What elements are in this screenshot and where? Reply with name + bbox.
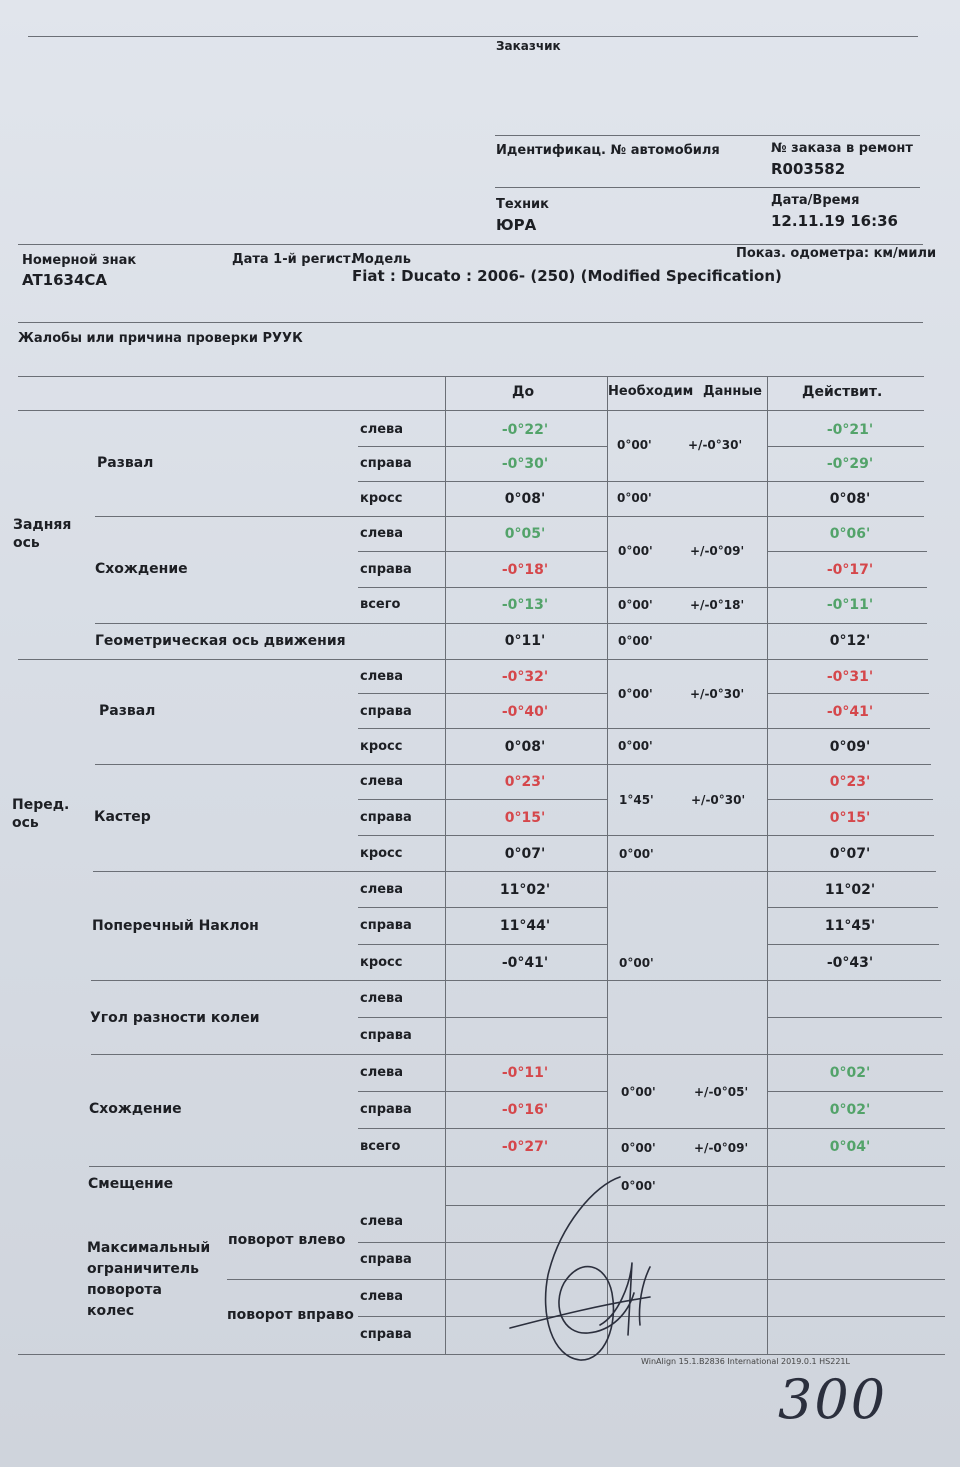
row-actual-value: 11°45' xyxy=(824,918,876,934)
row-side-label: справа xyxy=(360,562,412,577)
row-actual-value: 0°09' xyxy=(829,739,871,755)
row-side-label: слева xyxy=(360,774,404,789)
table-top-rule xyxy=(18,376,924,377)
order-label: № заказа в ремонт xyxy=(771,141,913,156)
rear-axle-label: Задняя ось xyxy=(13,517,72,551)
rear-toe-spec-tolerance: +/-0°09' xyxy=(690,544,745,558)
odometer-label: Показ. одометра: км/мили xyxy=(736,246,937,261)
row-before-value: -0°18' xyxy=(501,562,549,578)
row-side-label: справа xyxy=(360,1252,412,1267)
row-before-value: 0°07' xyxy=(504,846,546,862)
rear-toe-total-spec-nominal: 0°00' xyxy=(618,598,653,612)
front-toe-label: Схождение xyxy=(89,1101,182,1117)
row-actual-value: -0°11' xyxy=(826,597,874,613)
row-side-label: всего xyxy=(360,1139,401,1154)
rear-toe-label: Схождение xyxy=(95,561,188,577)
row-actual-value: -0°29' xyxy=(826,456,874,472)
front-camber-label: Развал xyxy=(99,703,156,719)
col-header-required: Необходим xyxy=(608,384,694,399)
row-actual-value: 0°12' xyxy=(829,633,871,649)
rule-top xyxy=(28,36,918,37)
col-header-actual: Действит. xyxy=(802,384,883,400)
tech-label: Техник xyxy=(496,197,549,212)
row-side-label: справа xyxy=(360,1327,412,1342)
row-actual-value: 0°02' xyxy=(829,1102,871,1118)
row-before-value: 11°02' xyxy=(499,882,551,898)
row-side-label: справа xyxy=(360,810,412,825)
setback-label: Смещение xyxy=(88,1176,174,1192)
signature-scribble xyxy=(500,1165,670,1370)
row-side-label: кросс xyxy=(360,846,403,861)
row-side-label: справа xyxy=(360,704,412,719)
row-before-value: -0°40' xyxy=(501,704,549,720)
rear-toe-spec-nominal: 0°00' xyxy=(618,544,653,558)
col-divider-before xyxy=(445,376,446,1354)
caster-spec-tolerance: +/-0°30' xyxy=(691,793,746,807)
front-toe-spec-nominal: 0°00' xyxy=(621,1085,656,1099)
row-side-label: справа xyxy=(360,918,412,933)
col-header-before: До xyxy=(512,384,535,400)
model-label: Модель xyxy=(352,252,411,267)
rule-plate xyxy=(18,244,923,245)
front-camber-spec-nominal: 0°00' xyxy=(618,687,653,701)
plate-value: AT1634CA xyxy=(22,271,108,289)
turn-right-label: поворот вправо xyxy=(227,1307,354,1323)
row-side-label: справа xyxy=(360,456,412,471)
row-actual-value: -0°17' xyxy=(826,562,874,578)
caster-cross-spec: 0°00' xyxy=(619,847,654,861)
front-camber-cross-spec: 0°00' xyxy=(618,739,653,753)
caster-spec-nominal: 1°45' xyxy=(619,793,654,807)
max-turn-label: Максимальный ограничитель поворота колес xyxy=(87,1240,211,1319)
row-before-value: 0°11' xyxy=(504,633,546,649)
row-actual-value: 0°07' xyxy=(829,846,871,862)
toe-out-on-turns-label: Угол разности колеи xyxy=(90,1010,260,1026)
handwritten-total: 300 xyxy=(778,1368,888,1431)
model-value: Fiat : Ducato : 2006- (250) (Modified Specification) xyxy=(352,267,782,285)
software-version: WinAlign 15.1.B2836 International 2019.0.1 HS221L xyxy=(641,1357,850,1366)
row-side-label: слева xyxy=(360,882,404,897)
row-actual-value: -0°21' xyxy=(826,422,874,438)
rule-tech xyxy=(495,187,920,188)
row-before-value: 0°08' xyxy=(504,739,546,755)
row-side-label: кросс xyxy=(360,491,403,506)
rear-toe-total-spec-tolerance: +/-0°18' xyxy=(690,598,745,612)
rule-complaints xyxy=(18,322,923,323)
row-actual-value: -0°31' xyxy=(826,669,874,685)
rear-camber-spec-tolerance: +/-0°30' xyxy=(688,438,743,452)
row-actual-value: 0°23' xyxy=(829,774,871,790)
row-before-value: -0°13' xyxy=(501,597,549,613)
thrust-angle-label: Геометрическая ось движения xyxy=(95,633,346,649)
row-before-value: 0°05' xyxy=(504,526,546,542)
complaints-label: Жалобы или причина проверки РУУК xyxy=(18,331,303,346)
row-before-value: -0°30' xyxy=(501,456,549,472)
row-actual-value: 0°15' xyxy=(829,810,871,826)
reg-date-label: Дата 1-й регист. xyxy=(232,252,356,267)
row-side-label: кросс xyxy=(360,955,403,970)
row-before-value: -0°16' xyxy=(501,1102,549,1118)
row-side-label: справа xyxy=(360,1028,412,1043)
table-header-rule xyxy=(18,410,924,411)
row-actual-value: -0°41' xyxy=(826,704,874,720)
front-toe-total-spec-nominal: 0°00' xyxy=(621,1141,656,1155)
turn-left-label: поворот влево xyxy=(228,1232,346,1248)
row-before-value: -0°22' xyxy=(501,422,549,438)
row-side-label: слева xyxy=(360,1214,404,1229)
row-before-value: 0°15' xyxy=(504,810,546,826)
front-toe-total-spec-tolerance: +/-0°09' xyxy=(694,1141,749,1155)
front-axle-label: Перед. ось xyxy=(12,797,70,831)
row-before-value: -0°32' xyxy=(501,669,549,685)
row-side-label: слева xyxy=(360,669,404,684)
customer-label: Заказчик xyxy=(496,39,561,53)
row-side-label: слева xyxy=(360,1065,404,1080)
row-actual-value: 0°04' xyxy=(829,1139,871,1155)
setback-spec: 0°00' xyxy=(621,1179,656,1193)
vehicle-id-label: Идентификац. № автомобиля xyxy=(496,143,720,158)
rear-camber-label: Развал xyxy=(97,455,154,471)
row-side-label: слева xyxy=(360,1289,404,1304)
front-camber-spec-tolerance: +/-0°30' xyxy=(690,687,745,701)
col-header-data: Данные xyxy=(703,384,762,399)
row-actual-value: 11°02' xyxy=(824,882,876,898)
row-actual-value: 0°02' xyxy=(829,1065,871,1081)
row-actual-value: 0°06' xyxy=(829,526,871,542)
row-actual-value: 0°08' xyxy=(829,491,871,507)
row-actual-value: -0°43' xyxy=(826,955,874,971)
datetime-label: Дата/Время xyxy=(771,193,860,208)
row-before-value: -0°41' xyxy=(501,955,549,971)
row-side-label: слева xyxy=(360,526,404,541)
sai-label: Поперечный Наклон xyxy=(92,918,259,934)
row-before-value: 0°23' xyxy=(504,774,546,790)
row-side-label: слева xyxy=(360,422,404,437)
plate-label: Номерной знак xyxy=(22,253,137,268)
front-toe-spec-tolerance: +/-0°05' xyxy=(694,1085,749,1099)
rule-vehicle xyxy=(495,135,920,136)
row-before-value: 11°44' xyxy=(499,918,551,934)
thrust-angle-spec: 0°00' xyxy=(618,634,653,648)
row-side-label: кросс xyxy=(360,739,403,754)
row-before-value: 0°08' xyxy=(504,491,546,507)
col-divider-actual xyxy=(767,376,768,1354)
row-before-value: -0°27' xyxy=(501,1139,549,1155)
row-before-value: -0°11' xyxy=(501,1065,549,1081)
row-side-label: справа xyxy=(360,1102,412,1117)
order-value: R003582 xyxy=(771,160,846,178)
caster-label: Кастер xyxy=(94,809,151,825)
sai-cross-spec: 0°00' xyxy=(619,956,654,970)
row-side-label: всего xyxy=(360,597,401,612)
rear-camber-spec-nominal: 0°00' xyxy=(617,438,652,452)
datetime-value: 12.11.19 16:36 xyxy=(771,212,898,230)
row-side-label: слева xyxy=(360,991,404,1006)
tech-value: ЮРА xyxy=(496,216,537,234)
rear-camber-cross-spec: 0°00' xyxy=(617,491,652,505)
